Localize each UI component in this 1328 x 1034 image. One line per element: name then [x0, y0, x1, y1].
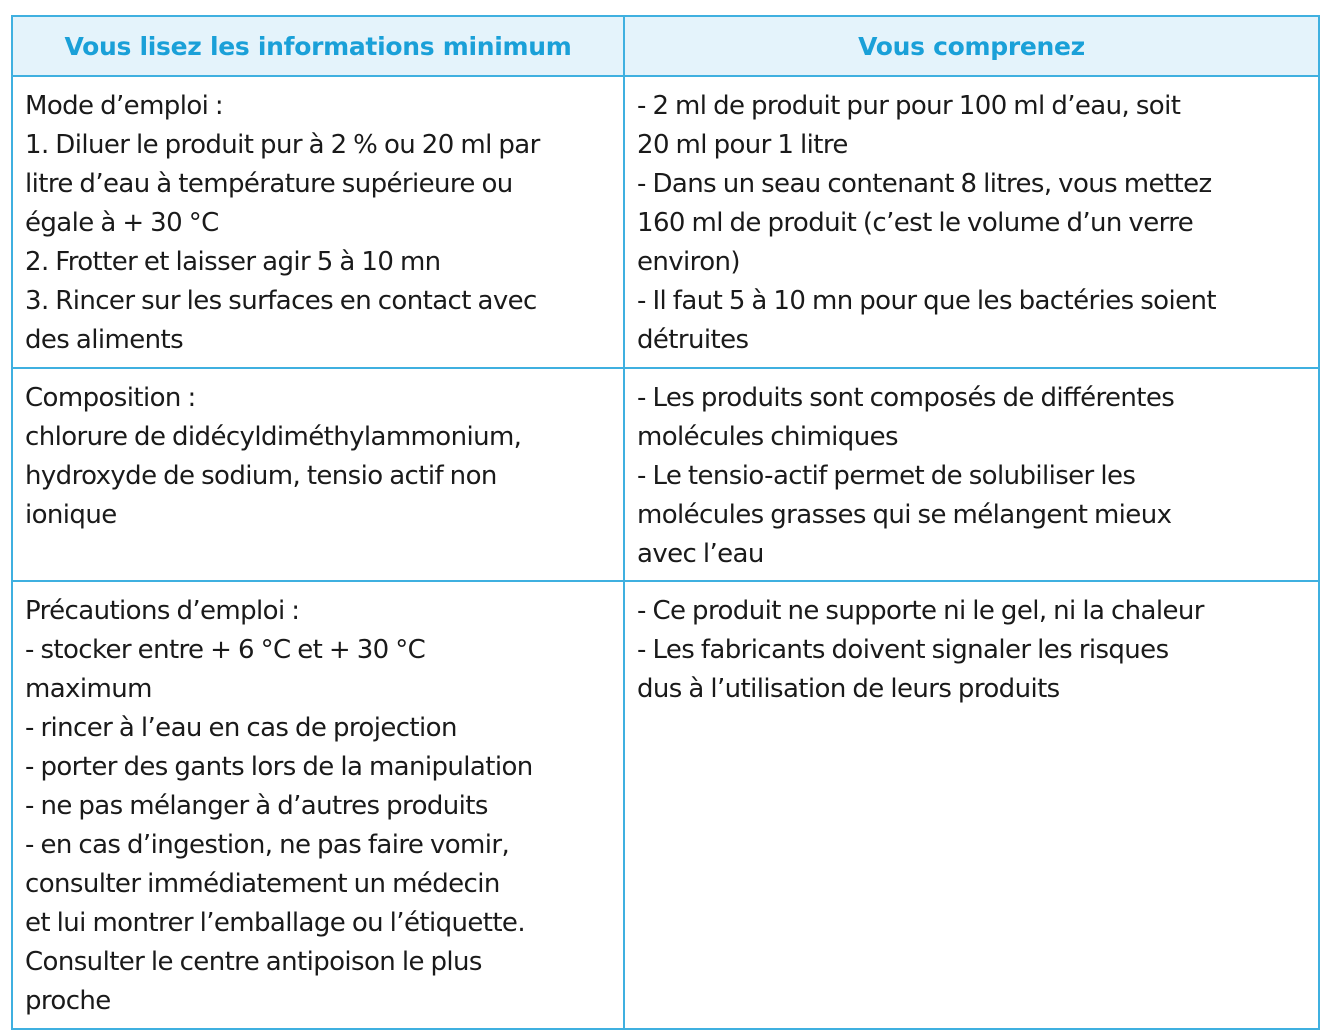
text-line: - porter des gants lors de la manipulation: [25, 752, 533, 782]
text-line: 3. Rincer sur les surfaces en contact avec: [25, 286, 537, 316]
text-line: 2. Frotter et laisser agir 5 à 10 mn: [25, 247, 441, 277]
text-line: - Les produits sont composés de différentes: [637, 383, 1175, 413]
row-precautions: [12, 581, 1319, 1029]
text-line: égale à + 30 °C: [25, 208, 219, 238]
text-line: 160 ml de produit (c’est le volume d’un verre: [637, 208, 1194, 238]
cell-mode-emploi-info: [12, 76, 624, 368]
text-line: dus à l’utilisation de leurs produits: [637, 674, 1060, 704]
text-line: - ne pas mélanger à d’autres produits: [25, 791, 488, 821]
text-line: - rincer à l’eau en cas de projection: [25, 713, 457, 743]
text-line: Mode d’emploi :: [25, 91, 224, 121]
text-line: maximum: [25, 674, 152, 704]
text-line: Précautions d’emploi :: [25, 596, 300, 626]
text-line: et lui montrer l’emballage ou l’étiquette.: [25, 908, 525, 938]
text-line: - Il faut 5 à 10 mn pour que les bactéries soient: [637, 286, 1216, 316]
cell-composition-info: [12, 368, 624, 581]
header-col-understand: Vous comprenez: [624, 16, 1319, 76]
cell-composition-understanding: [624, 368, 1319, 581]
text-line: hydroxyde de sodium, tensio actif non: [25, 461, 497, 491]
row-mode-emploi: [12, 76, 1319, 368]
text-line: - Ce produit ne supporte ni le gel, ni la chaleur: [637, 596, 1204, 626]
text-line: ionique: [25, 500, 117, 530]
text-line: litre d’eau à température supérieure ou: [25, 169, 513, 199]
text-line: - en cas d’ingestion, ne pas faire vomir,: [25, 830, 510, 860]
text-line: - 2 ml de produit pur pour 100 ml d’eau, soit: [637, 91, 1181, 121]
info-table: [11, 15, 1320, 1030]
text-line: proche: [25, 986, 111, 1016]
cell-precautions-understanding: [624, 581, 1319, 1029]
text-line: - Les fabricants doivent signaler les risques: [637, 635, 1169, 665]
row-composition: [12, 368, 1319, 581]
text-line: chlorure de didécyldiméthylammonium,: [25, 422, 522, 452]
text-line: des aliments: [25, 325, 184, 355]
text-line: Consulter le centre antipoison le plus: [25, 947, 482, 977]
cell-mode-emploi-understanding: [624, 76, 1319, 368]
text-line: - stocker entre + 6 °C et + 30 °C: [25, 635, 426, 665]
cell-precautions-info: [12, 581, 624, 1029]
text-line: 20 ml pour 1 litre: [637, 130, 848, 160]
text-line: avec l’eau: [637, 539, 764, 569]
text-line: molécules grasses qui se mélangent mieux: [637, 500, 1172, 530]
text-line: - Dans un seau contenant 8 litres, vous mettez: [637, 169, 1212, 199]
text-line: Composition :: [25, 383, 196, 413]
text-line: détruites: [637, 325, 749, 355]
header-row: [12, 16, 1319, 76]
text-line: - Le tensio-actif permet de solubiliser les: [637, 461, 1136, 491]
text-line: consulter immédiatement un médecin: [25, 869, 500, 899]
header-col-read: Vous lisez les informations minimum: [12, 16, 624, 76]
text-line: molécules chimiques: [637, 422, 898, 452]
text-line: 1. Diluer le produit pur à 2 % ou 20 ml par: [25, 130, 540, 160]
text-line: environ): [637, 247, 740, 277]
